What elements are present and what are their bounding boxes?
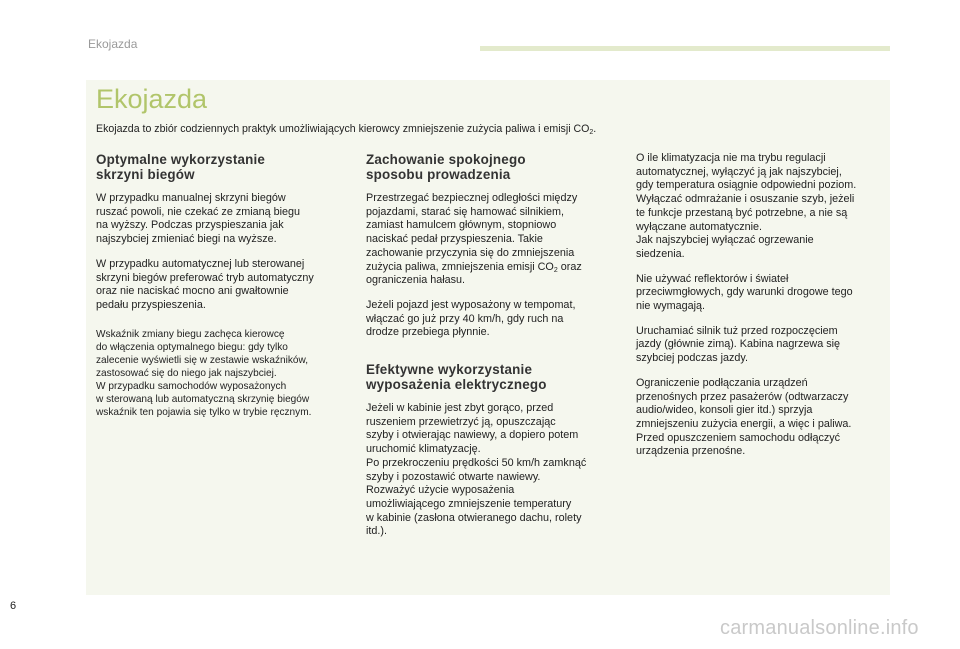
paragraph-air-conditioning: O ile klimatyzacja nie ma trybu regulacji automatycznej, wyłączyć ją jak najszybciej, gdy temperatura osiągnie odpowiedni poziom. Wyłączać odmrażanie i osuszanie szyb, jeżeli te funkcje przestaną być potrzebne, a nie są wyłączane automatycznie. Jak najszybciej wyłączać ogrzewanie siedzenia. [636, 152, 857, 260]
paragraph-manual: W przypadku manualnej skrzyni biegów ruszać powoli, nie czekać ze zmianą biegu na wyższy. Podczas przyspieszania jak najszybciej zmieniać biegi na wyższe. [96, 192, 301, 246]
watermark: carmanualsonline.info [720, 617, 919, 639]
intro-text [96, 122, 886, 136]
intro-subscript: 2 [589, 129, 594, 136]
note-gear-indicator: Wskaźnik zmiany biegu zachęca kierowcę do włączenia optymalnego biegu: gdy tylko zalecenie wyświetli się w zestawie wskaźników, zastosować się do niego jak najszybciej. W przypadku samochodów wyposażonych w sterowaną lub automatyczną skrzynię biegów wskaźnik ten pojawia się tylko w trybie ręcznym. [96, 328, 312, 418]
column-equipment [636, 152, 886, 470]
paragraph-safe-distance-end: oraz ograniczenia hałasu. [366, 260, 582, 287]
paragraph-automatic: W przypadku automatycznej lub sterowanej skrzyni biegów preferować tryb automatyczny oraz nie naciskać mocno ani gwałtownie pedału przyspieszenia. [96, 257, 314, 311]
paragraph-safe-distance-subscript: 2 [553, 266, 558, 274]
paragraph-portable-devices: Ograniczenie podłączania urządzeń przenośnych przez pasażerów (odtwarzaczy audio/wideo, konsoli gier itd.) sprzyja zmniejszeniu zużycia energii, a więc i paliwa. Przed opuszczeniem samochodu odłączyć urządzenia przenośne. [636, 376, 852, 458]
header-bar [480, 46, 890, 51]
paragraph-safe-distance-main: Przestrzegać bezpiecznej odległości między pojazdami, starać się hamować silnikiem, zamiast hamulcem głównym, stopniowo naciskać pedał przyspieszenia. Takie zachowanie przyczynia się do zmniejszenia zużycia paliwa, zmniejszenia emisji CO [366, 192, 578, 273]
paragraph-engine-start: Uruchamiać silnik tuż przed rozpoczęciem jazdy (głównie zimą). Kabina nagrzewa się szybciej podczas jazdy. [636, 324, 841, 365]
heading-electrical-equipment: Efektywne wykorzystanie wyposażenia elektrycznego [366, 362, 547, 393]
intro-text-main: Ekojazda to zbiór codziennych praktyk umożliwiających kierowcy zmniejszenie zużycia paliwa i emisji CO [96, 123, 590, 135]
page-number: 6 [10, 600, 17, 612]
section-label: Ekojazda [88, 37, 138, 51]
page-title: Ekojazda [96, 84, 208, 114]
column-driving [366, 152, 628, 550]
paragraph-lights: Nie używać reflektorów i świateł przeciwmgłowych, gdy warunki drogowe tego nie wymagają. [636, 272, 853, 313]
paragraph-cruise-control: Jeżeli pojazd jest wyposażony w tempomat, włączać go już przy 40 km/h, gdy ruch na drodze przebiega płynnie. [366, 298, 576, 339]
heading-calm-driving: Zachowanie spokojnego sposobu prowadzenia [366, 152, 526, 182]
intro-text-end: . [593, 123, 597, 135]
column-gearbox [96, 152, 356, 430]
paragraph-safe-distance [366, 192, 628, 288]
heading-gearbox: Optymalne wykorzystanie skrzyni biegów [96, 152, 266, 182]
paragraph-ventilation: Jeżeli w kabinie jest zbyt gorąco, przed ruszeniem przewietrzyć ją, opuszczając szyby i otwierając nawiewy, a dopiero potem uruchomić klimatyzację. Po przekroczeniu prędkości 50 km/h zamknąć szyby i pozostawić otwarte nawiewy. Rozważyć użycie wyposażenia umożliwiającego zmniejszenie temperatury w kabinie (zasłona otwieranego dachu, rolety itd.). [366, 402, 587, 538]
